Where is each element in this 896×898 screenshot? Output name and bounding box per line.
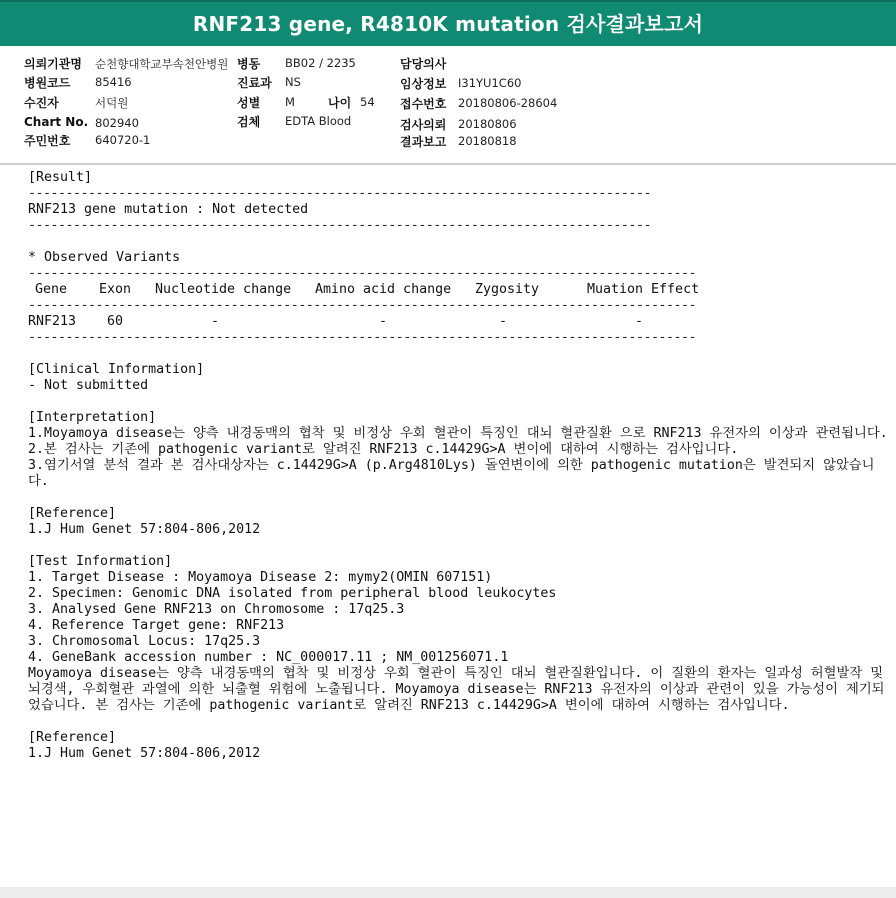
info-label-age: 나이 <box>328 96 352 110</box>
cell-zygosity: - <box>499 314 508 329</box>
patient-info-panel <box>0 46 896 162</box>
info-label-patient: 수진자 <box>24 96 59 110</box>
info-value-clinical-info: I31YU1C60 <box>458 76 522 90</box>
info-value-chart-no: 802940 <box>95 116 139 130</box>
title-bar <box>0 0 896 46</box>
reference-line: 1.J Hum Genet 57:804-806,2012 <box>28 522 261 537</box>
header-divider <box>0 163 896 165</box>
cell-gene: RNF213 <box>28 314 77 329</box>
info-label-attending-doctor: 담당의사 <box>400 57 447 71</box>
info-label-result-report: 결과보고 <box>400 135 447 149</box>
reference2-line: 1.J Hum Genet 57:804-806,2012 <box>28 746 261 761</box>
cell-nucleotide-change: - <box>211 314 220 329</box>
info-value-result-report: 20180818 <box>458 134 517 148</box>
bottom-bar <box>0 887 896 898</box>
info-value-specimen: EDTA Blood <box>285 114 352 128</box>
variants-table-header <box>28 282 888 298</box>
info-label-ward: 병동 <box>237 57 261 71</box>
test-info-item: 4. Reference Target gene: RNF213 <box>28 618 285 633</box>
info-label-test-request: 검사의뢰 <box>400 118 447 132</box>
clinical-header: [Clinical Information] <box>28 362 205 377</box>
test-info-paragraph: Moyamoya disease는 양측 내경동맥의 협착 및 비정상 우회 혈관이 특징인 대뇌 혈관질환입니다. 이 질환의 환자는 일과성 허혈발작 및 뇌경색, 우회혈관 과열에 의한 뇌출혈 위험에 노출됩니다. Moyamoya disease는 RNF213 유전자의 이상과 관련이 있을 가능성이 제기되었습니다. 본 검사는 기존에 pathogenic variant로 알려진 RNF213 c.14429G>A 변이에 대하여 시행하는 검사입니다. <box>28 666 892 713</box>
result-rule-bottom: ----------------------------------------------------------------------------------- <box>28 218 651 233</box>
cell-exon: 60 <box>107 314 124 329</box>
clinical-line: - Not submitted <box>28 378 149 393</box>
info-value-sex: M <box>285 95 295 109</box>
info-label-sex: 성별 <box>237 96 261 110</box>
test-info-header: [Test Information] <box>28 554 173 569</box>
info-value-resident-number: 640720-1 <box>95 133 151 147</box>
column-nucleotide-change: Nucleotide change <box>155 282 292 297</box>
reference-header: [Reference] <box>28 506 117 521</box>
result-header: [Result] <box>28 170 93 185</box>
column-mutation-effect: Muation Effect <box>587 282 700 297</box>
info-label-hospital-code: 병원코드 <box>24 76 71 90</box>
info-value-ward: BB02 / 2235 <box>285 56 356 70</box>
info-value-hospital-code: 85416 <box>95 75 132 89</box>
info-label-department: 진료과 <box>237 76 272 90</box>
test-info-item: 4. GeneBank accession number : NC_000017.11 ; NM_001256071.1 <box>28 650 509 665</box>
info-value-receipt-number: 20180806-28604 <box>458 96 558 110</box>
interpretation-header: [Interpretation] <box>28 410 157 425</box>
variants-header: * Observed Variants <box>28 250 181 265</box>
reference2-header: [Reference] <box>28 730 117 745</box>
column-zygosity: Zygosity <box>475 282 540 297</box>
info-label-chart-no: Chart No. <box>24 115 89 129</box>
variants-rule-bottom: ----------------------------------------------------------------------------------------- <box>28 330 696 345</box>
variants-rule-middle: ----------------------------------------------------------------------------------------- <box>28 298 696 313</box>
column-gene: Gene <box>35 282 68 297</box>
report-body <box>28 170 892 762</box>
info-value-age: 54 <box>360 95 375 109</box>
info-label-requesting-institution: 의뢰기관명 <box>24 57 82 71</box>
info-value-requesting-institution: 순천향대학교부속천안병원 <box>95 57 229 71</box>
test-info-item: 3. Chromosomal Locus: 17q25.3 <box>28 634 261 649</box>
page-title: RNF213 gene, R4810K mutation 검사결과보고서 <box>192 12 704 36</box>
interpretation-item: 2.본 검사는 기존에 pathogenic variant로 알려진 RNF213 c.14429G>A 변이에 대하여 시행하는 검사입니다. <box>28 442 739 457</box>
cell-amino-acid-change: - <box>379 314 388 329</box>
info-value-test-request: 20180806 <box>458 117 517 131</box>
info-label-resident-number: 주민번호 <box>24 134 71 148</box>
test-info-item: 1. Target Disease : Moyamoya Disease 2: mymy2(OMIN 607151) <box>28 570 493 585</box>
table-row <box>28 314 888 330</box>
info-label-specimen: 검체 <box>237 115 261 129</box>
test-info-item: 2. Specimen: Genomic DNA isolated from peripheral blood leukocytes <box>28 586 557 601</box>
result-rule-top: ----------------------------------------------------------------------------------- <box>28 186 651 201</box>
interpretation-item: 3.염기서열 분석 결과 본 검사대상자는 c.14429G>A (p.Arg4810Lys) 돌연변이에 의한 pathogenic mutation은 발견되지 않았습니다. <box>28 458 875 489</box>
interpretation-item: 1.Moyamoya disease는 양측 내경동맥의 협착 및 비정상 우회 혈관이 특징인 대뇌 혈관질환 으로 RNF213 유전자의 이상과 관련됩니다. <box>28 426 888 441</box>
info-label-clinical-info: 임상정보 <box>400 77 447 91</box>
column-amino-acid-change: Amino acid change <box>315 282 452 297</box>
test-info-item: 3. Analysed Gene RNF213 on Chromosome : 17q25.3 <box>28 602 405 617</box>
column-exon: Exon <box>99 282 132 297</box>
variants-rule-top: ----------------------------------------------------------------------------------------- <box>28 266 696 281</box>
result-line: RNF213 gene mutation : Not detected <box>28 202 309 217</box>
info-value-patient: 서덕원 <box>95 96 129 110</box>
info-value-department: NS <box>285 75 301 89</box>
cell-mutation-effect: - <box>635 314 644 329</box>
info-label-receipt-number: 접수번호 <box>400 97 447 111</box>
